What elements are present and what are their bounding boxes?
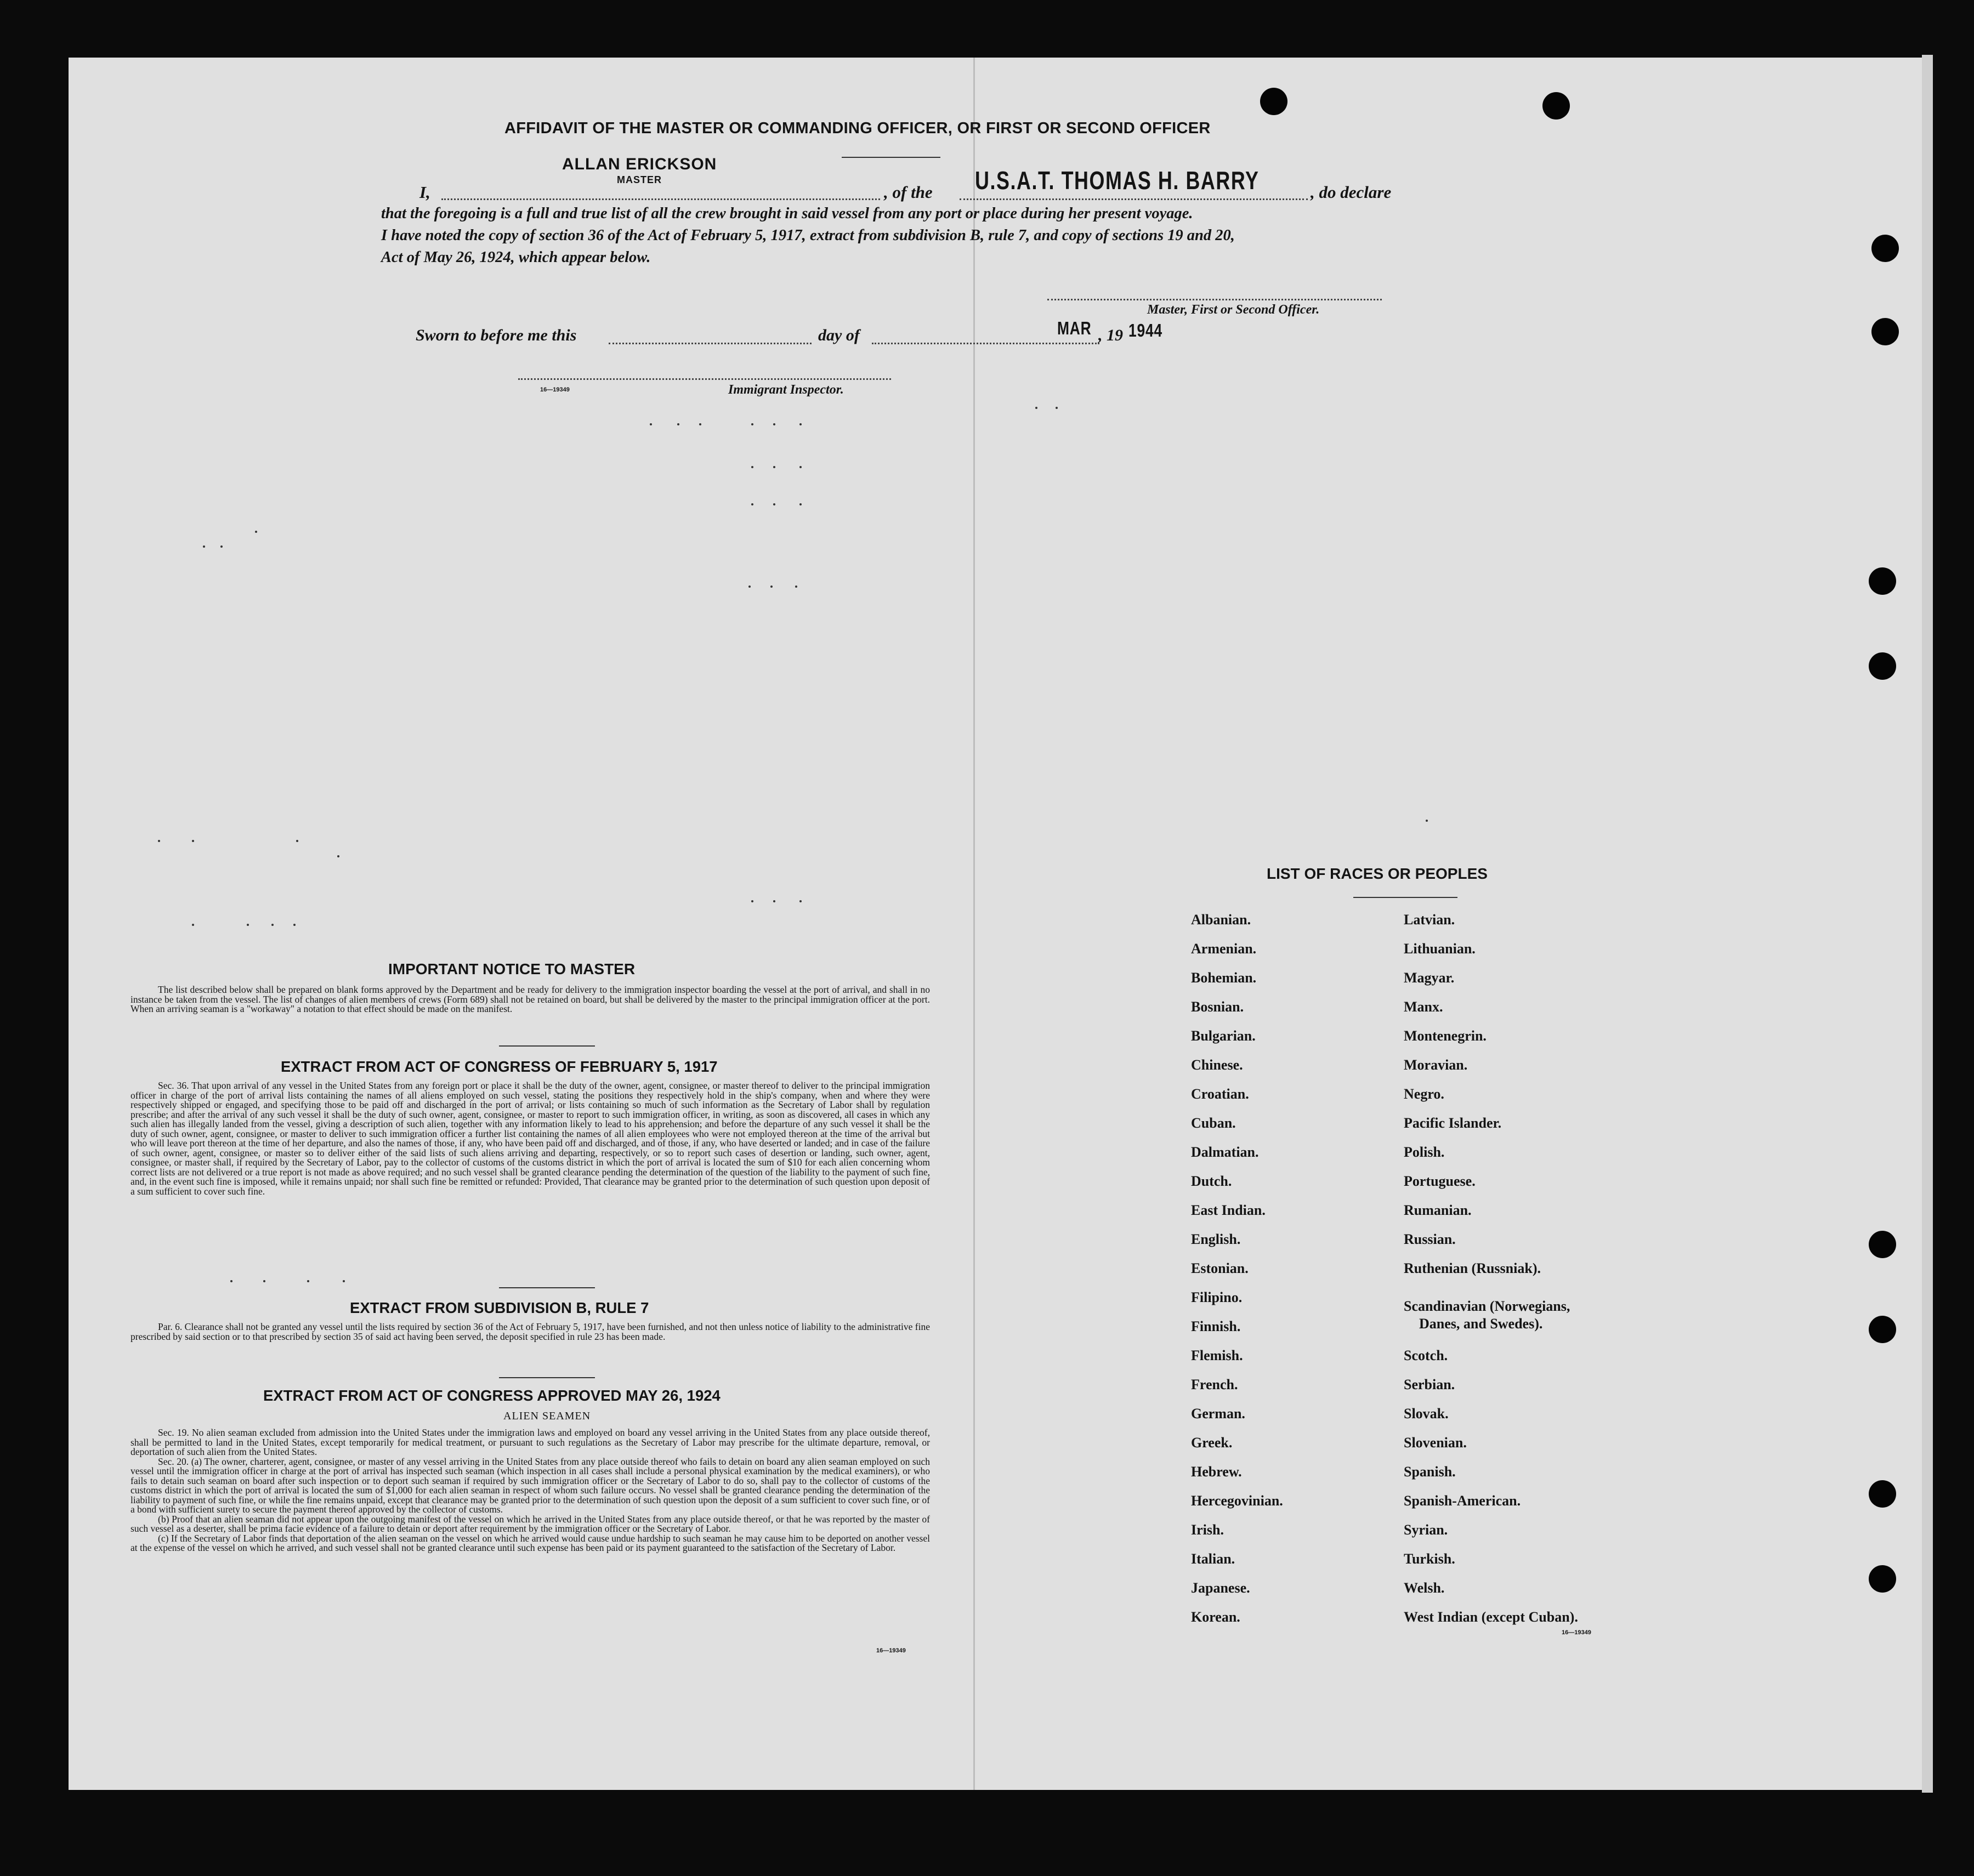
race-item: Danes, and Swedes). [1419, 1316, 1543, 1332]
race-item: Negro. [1404, 1086, 1444, 1102]
punch-hole-icon [1871, 318, 1899, 345]
race-item: Greek. [1191, 1435, 1233, 1451]
form-number: 16—19349 [876, 1647, 906, 1654]
speck [773, 423, 775, 425]
speck [1035, 407, 1037, 409]
race-item: Cuban. [1191, 1115, 1236, 1131]
speck [795, 585, 797, 588]
race-item: Finnish. [1191, 1318, 1241, 1334]
speck [751, 423, 753, 425]
race-item: Scandinavian (Norwegians, [1404, 1298, 1570, 1314]
speck [773, 466, 775, 468]
form-number: 16—19349 [540, 386, 570, 393]
of-the-text: , of the [884, 183, 933, 202]
vessel-blank [960, 198, 1308, 200]
subdivision-text: Par. 6. Clearance shall not be granted any vessel until the lists required by section 36 of the Act of February 5, 1917, have been furnished, and not then unless notice of liability to the administrative fine prescribed by said section or to that prescribed by section 35 of said act having been served, the deposit specified in rule 23 has been made. [131, 1321, 930, 1342]
speck [296, 840, 298, 842]
speck [220, 545, 223, 548]
extract-1924-text [131, 1428, 930, 1553]
speck [307, 1280, 309, 1282]
speck [799, 466, 802, 468]
signature-line [1047, 299, 1382, 300]
page-edge [1922, 55, 1933, 1793]
race-item: Turkish. [1404, 1551, 1455, 1567]
vessel-name: U.S.A.T. THOMAS H. BARRY [975, 166, 1260, 195]
race-item: German. [1191, 1406, 1245, 1422]
section-19: Sec. 19. No alien seaman excluded from admission into the United States under the immigration laws and employed on board any vessel arriving in the United States from any place outside thereof, shall be permitted to land in the United States, except temporarily for medical treatment, or pursuant to such regulations as the Secretary of Labor may prescribe for the ultimate departure, removal, or deportation of such alien from the United States. [131, 1427, 930, 1457]
do-declare-text: , do declare [1311, 183, 1392, 202]
master-name: ALLAN ERICKSON [562, 155, 717, 173]
master-rank: MASTER [617, 174, 662, 185]
race-item: Dalmatian. [1191, 1144, 1259, 1160]
affidavit-line-3: I have noted the copy of section 36 of the Act of February 5, 1917, extract from subdivision B, rule 7, and copy of sections 19 and 20, [381, 227, 1235, 244]
speck [1056, 407, 1058, 409]
race-item: Spanish-American. [1404, 1493, 1521, 1509]
speck [271, 924, 274, 926]
notice-title: IMPORTANT NOTICE TO MASTER [388, 960, 636, 977]
punch-hole-icon [1869, 1231, 1896, 1258]
extract-1917-title: EXTRACT FROM ACT OF CONGRESS OF FEBRUARY 5, 1917 [281, 1058, 718, 1075]
race-item: Latvian. [1404, 912, 1455, 928]
races-title: LIST OF RACES OR PEOPLES [1267, 865, 1488, 882]
punch-hole-icon [1871, 235, 1899, 262]
section-20b: (b) Proof that an alien seaman did not appear upon the outgoing manifest of the vessel on which he arrived in the United States from any place outside thereof, or that he was reported by the master of such vessel as a deserter, shall be prima facie evidence of a failure to detain or deport after requirement by the immigration officer or the Secretary of Labor. [131, 1513, 930, 1534]
race-item: Serbian. [1404, 1377, 1455, 1392]
race-item: Hebrew. [1191, 1464, 1242, 1480]
race-item: Japanese. [1191, 1580, 1250, 1596]
race-item: Scotch. [1404, 1348, 1448, 1363]
affidavit-title: AFFIDAVIT OF THE MASTER OR COMMANDING OFFICER, OR FIRST OR SECOND OFFICER [504, 120, 1211, 137]
sworn-month: MAR [1057, 318, 1092, 338]
affidavit-line-4: Act of May 26, 1924, which appear below. [381, 249, 651, 266]
speck [799, 900, 802, 902]
page-fold [973, 58, 975, 1790]
extract-1917-rule [499, 1287, 595, 1288]
race-item: Filipino. [1191, 1289, 1243, 1305]
races-rule [1353, 897, 1457, 898]
race-item: English. [1191, 1231, 1241, 1247]
extract-1924-title: EXTRACT FROM ACT OF CONGRESS APPROVED MAY 26, 1924 [263, 1387, 721, 1404]
race-item: Ruthenian (Russniak). [1404, 1260, 1541, 1276]
speck [773, 503, 775, 505]
race-item: Syrian. [1404, 1522, 1448, 1538]
speck [343, 1280, 345, 1282]
race-item: Bulgarian. [1191, 1028, 1256, 1044]
race-item: Pacific Islander. [1404, 1115, 1502, 1131]
race-item: Albanian. [1191, 912, 1251, 928]
race-item: Spanish. [1404, 1464, 1456, 1480]
race-item: Russian. [1404, 1231, 1456, 1247]
notice-rule [499, 1045, 595, 1047]
race-item: Estonian. [1191, 1260, 1249, 1276]
title-rule [842, 157, 940, 158]
race-item: Portuguese. [1404, 1173, 1476, 1189]
signature-label: Master, First or Second Officer. [1147, 303, 1320, 317]
race-item: Montenegrin. [1404, 1028, 1487, 1044]
speck [337, 855, 339, 857]
punch-hole-icon [1869, 1565, 1896, 1593]
speck [751, 900, 753, 902]
section-20c: (c) If the Secretary of Labor finds that deportation of the alien seaman on the vessel on which he arrived would cause undue hardship to such seaman he may cause him to be deported on another vessel at the expense of the vessel on which he arrived, and such vessel shall not be granted clearance until such expense has been paid or its payment guaranteed to the satisfaction of the Secretary of Labor. [131, 1532, 930, 1553]
speck [158, 840, 160, 842]
subdivision-title: EXTRACT FROM SUBDIVISION B, RULE 7 [350, 1299, 649, 1316]
race-item: Irish. [1191, 1522, 1224, 1538]
punch-hole-icon [1869, 1316, 1896, 1343]
race-item: Bohemian. [1191, 970, 1257, 986]
punch-hole-icon [1869, 652, 1896, 680]
name-blank [441, 198, 880, 200]
speck [255, 531, 257, 533]
race-item: Chinese. [1191, 1057, 1243, 1073]
inspector-line [518, 378, 891, 380]
race-item: Slovak. [1404, 1406, 1449, 1422]
punch-hole-icon [1869, 1480, 1896, 1508]
race-item: Korean. [1191, 1609, 1240, 1625]
race-item: Italian. [1191, 1551, 1235, 1567]
extract-1917-text: Sec. 36. That upon arrival of any vessel in the United States from any foreign port or place it shall be the duty of the owner, agent, consignee, or master thereof to deliver to the principal immigration officer in charge of the port of arrival lists containing the names of all aliens employed on such vessel, stating the positions they respectively hold in the ship's company, when and where they were respectively shipped or engaged, and specifying those to be paid off and discharged in the port of arrival; or lists containing so much of such information as the Secretary of Labor shall by regulation prescribe; and after the arrival of any such vessel it shall be the duty of such owner, agent, consignee, or master to report to such immigration officer, in writing, as soon as discovered, all cases in which any such alien has illegally landed from the vessel, giving a description of such alien, together with any information likely to lead to his apprehension; and before the departure of any such vessel it shall be the duty of such owner, agent, consignee, or master to deliver to such immigration officer a further list containing the names of all alien employees who were not employed thereon at the time of the arrival but who will leave port thereon at the time of her departure, and also the names of those, if any, who have been paid off and discharged, and of those, if any, who have deserted or landed; and in case of the failure of such owner, agent, consignee, or master so to deliver either of the said lists of such aliens arriving and departing, respectively, or so to report such cases of desertion or landing, such owner, agent, consignee, or master shall, if required by the Secretary of Labor, pay to the collector of customs of the customs district in which the port of arrival is located the sum of $10 for each alien concerning whom correct lists are not delivered or a true report is not made as above required; and no such vessel shall be granted clearance pending the determination of the question of the liability to the payment of such fine, and, in the event such fine is imposed, while it remains unpaid; nor shall such fine be remitted or refunded: Provided, That clearance may be granted prior to the determination of such question upon deposit of a sum sufficient to cover such fine. [131, 1080, 930, 1197]
speck [799, 503, 802, 505]
race-item: Polish. [1404, 1144, 1445, 1160]
speck [677, 423, 679, 425]
race-item: West Indian (except Cuban). [1404, 1609, 1578, 1625]
speck [748, 585, 751, 588]
race-item: Magyar. [1404, 970, 1455, 986]
subdivision-rule [499, 1377, 595, 1378]
sworn-year: 1944 [1128, 320, 1162, 340]
speck [192, 840, 194, 842]
affidavit-line-2: that the foregoing is a full and true list of all the crew brought in said vessel from any port or place during her present voyage. [381, 205, 1193, 222]
speck [699, 423, 701, 425]
race-item: French. [1191, 1377, 1238, 1392]
speck [1426, 820, 1428, 822]
punch-hole-icon [1260, 88, 1287, 115]
race-item: Welsh. [1404, 1580, 1445, 1596]
race-item: Manx. [1404, 999, 1443, 1015]
notice-text: The list described below shall be prepared on blank forms approved by the Department and be ready for delivery to the immigration inspector boarding the vessel at the port of arrival, and shall in no instance be taken from the vessel. The list of changes of alien members of crews (Form 689) shall not be retained on board, but shall be delivered by the master to the principal immigration officer at the port. When an arriving seaman is a "workaway" a notation to that effect should be made on the manifest. [131, 984, 930, 1014]
day-of-label: day of [818, 326, 860, 344]
race-item: Armenian. [1191, 941, 1257, 957]
form-number: 16—19349 [1562, 1629, 1591, 1636]
race-item: Flemish. [1191, 1348, 1243, 1363]
punch-hole-icon [1542, 92, 1570, 120]
sworn-label: Sworn to before me this [416, 326, 577, 344]
speck [192, 924, 194, 926]
speck [650, 423, 652, 425]
race-item: Rumanian. [1404, 1202, 1472, 1218]
race-item: Slovenian. [1404, 1435, 1467, 1451]
race-item: Hercegovinian. [1191, 1493, 1283, 1509]
sworn-day-blank [609, 343, 812, 344]
year-prefix: , 19 [1098, 326, 1123, 344]
speck [799, 423, 802, 425]
speck [773, 900, 775, 902]
speck [770, 585, 773, 588]
speck [203, 545, 205, 548]
race-item: Croatian. [1191, 1086, 1249, 1102]
race-item: East Indian. [1191, 1202, 1266, 1218]
speck [293, 924, 296, 926]
speck [751, 503, 753, 505]
speck [230, 1280, 232, 1282]
extract-1924-subtitle: ALIEN SEAMEN [503, 1410, 591, 1422]
inspector-label: Immigrant Inspector. [728, 383, 844, 397]
race-item: Dutch. [1191, 1173, 1232, 1189]
race-item: Bosnian. [1191, 999, 1244, 1015]
speck [247, 924, 249, 926]
punch-hole-icon [1869, 567, 1896, 595]
race-item: Lithuanian. [1404, 941, 1476, 957]
speck [751, 466, 753, 468]
affidavit-i: I, [419, 183, 430, 202]
section-20a: Sec. 20. (a) The owner, charterer, agent, consignee, or master of any vessel arriving in the United States from any place outside thereof who fails to detain on board any alien seaman employed on such vessel until the immigration officer in charge at the port of arrival has inspected such seaman (which inspection in all cases shall include a personal physical examination by the medical examiners), or who fails to detain such seaman on board after such inspection or to deport such seaman if required by such immigration officer or the Secretary of Labor to do so, shall pay to the collector of customs of the customs district in which the port of arrival is located the sum of $1,000 for each alien seaman in respect of whom such failure occurs. No vessel shall be granted clearance pending the determination of the liability to payment of such fine, or while the fine remains unpaid, except that clearance may be granted prior to the determination of such question upon the deposit of a sum sufficient to cover such fine, or of a bond with sufficient surety to secure the payment thereof approved by the collector of customs. [131, 1456, 930, 1515]
speck [263, 1280, 265, 1282]
race-item: Moravian. [1404, 1057, 1468, 1073]
month-blank [872, 343, 1099, 344]
